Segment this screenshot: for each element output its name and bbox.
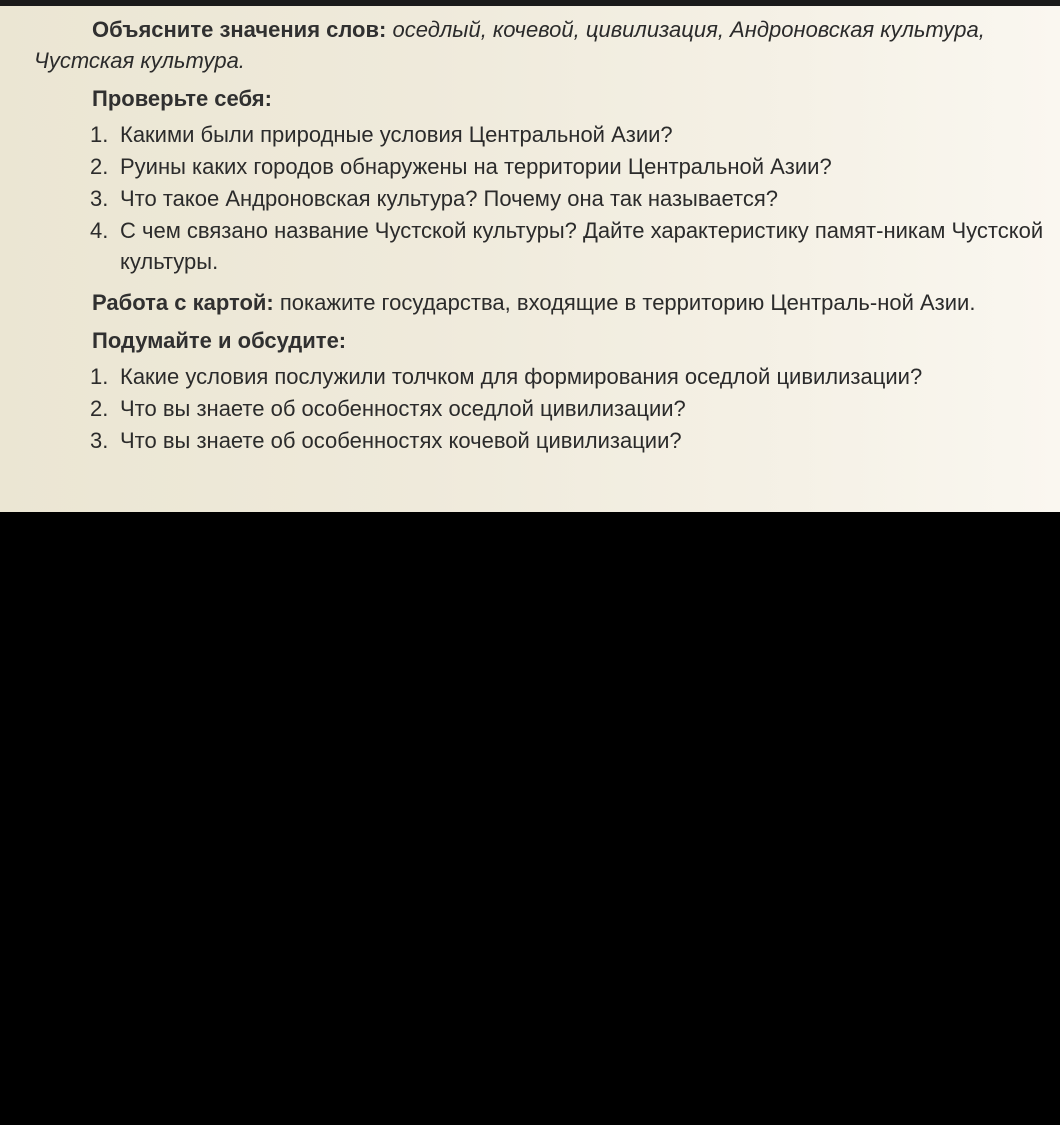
list-item-number: 1. <box>90 122 109 147</box>
list-item-text: Что вы знаете об особенностях кочевой цивилизации? <box>120 428 682 453</box>
explain-terms: оседлый, кочевой, цивилизация, Андроновская культура, Чустская культура. <box>34 17 985 73</box>
list-item-number: 2. <box>90 396 109 421</box>
map-work-label: Работа с картой: <box>92 290 274 315</box>
list-item <box>90 361 1050 392</box>
list-item-number: 3. <box>90 428 109 453</box>
discuss-list <box>34 361 1050 456</box>
list-item <box>90 393 1050 424</box>
check-list <box>34 119 1050 277</box>
explain-paragraph <box>34 14 1050 76</box>
list-item <box>90 183 1050 214</box>
list-item-text: Руины каких городов обнаружены на территории Центральной Азии? <box>120 154 832 179</box>
map-work-paragraph <box>34 287 1050 318</box>
list-item-number: 2. <box>90 154 109 179</box>
page-content <box>34 14 1050 457</box>
list-item-number: 3. <box>90 186 109 211</box>
map-work-text: покажите государства, входящие в территорию Централь-ной Азии. <box>279 290 976 315</box>
list-item-text: Какие условия послужили толчком для формирования оседлой цивилизации? <box>120 364 923 389</box>
list-item-number: 1. <box>90 364 109 389</box>
check-heading: Проверьте себя: <box>92 86 272 111</box>
discuss-heading: Подумайте и обсудите: <box>92 328 347 353</box>
list-item-text: Что такое Андроновская культура? Почему она так называется? <box>120 186 779 211</box>
textbook-page <box>0 0 1060 512</box>
list-item <box>90 119 1050 150</box>
page-top-edge <box>0 0 1060 6</box>
list-item-text: Что вы знаете об особенностях оседлой цивилизации? <box>120 396 686 421</box>
list-item-text: С чем связано название Чустской культуры? Дайте характеристику памят-никам Чустской культуры. <box>120 218 1044 274</box>
explain-label: Объясните значения слов: <box>92 17 387 42</box>
list-item-text: Какими были природные условия Центральной Азии? <box>120 122 673 147</box>
list-item-number: 4. <box>90 218 109 243</box>
list-item <box>90 151 1050 182</box>
list-item <box>90 425 1050 456</box>
list-item <box>90 215 1050 277</box>
